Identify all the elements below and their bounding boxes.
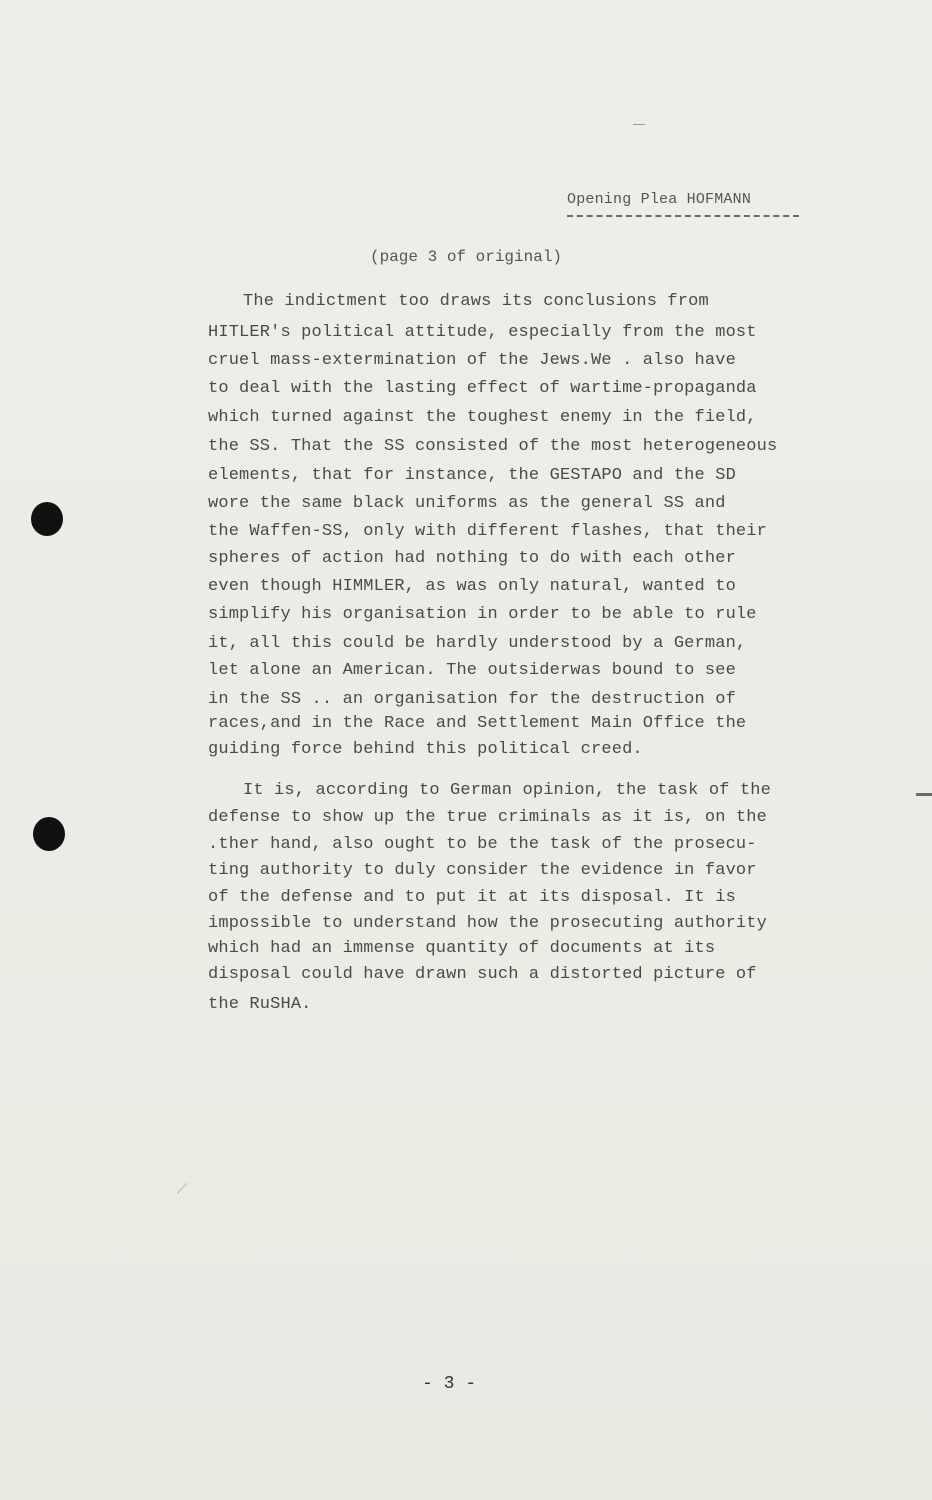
paragraph-line: the RuSHA. xyxy=(208,995,312,1014)
paragraph-line: .ther hand, also ought to be the task of the prosecu- xyxy=(208,835,757,854)
paragraph-line: which turned against the toughest enemy in the field, xyxy=(208,408,757,427)
paragraph-line: to deal with the lasting effect of wartime-propaganda xyxy=(208,379,757,398)
paragraph-line: the SS. That the SS consisted of the most heterogeneous xyxy=(208,437,778,456)
paragraph-line: spheres of action had nothing to do with each other xyxy=(208,549,736,568)
paragraph-line: impossible to understand how the prosecuting authority xyxy=(208,914,767,933)
paragraph-line: guiding force behind this political creed. xyxy=(208,740,643,759)
stray-mark xyxy=(177,1183,187,1194)
paragraph-line: it, all this could be hardly understood by a German, xyxy=(208,634,747,653)
header-underline xyxy=(567,215,799,217)
paragraph-line: cruel mass-extermination of the Jews.We . also have xyxy=(208,351,736,370)
paragraph-line: which had an immense quantity of documents at its xyxy=(208,939,716,958)
paragraph-line: the Waffen-SS, only with different flashes, that their xyxy=(208,522,767,541)
paragraph-line: of the defense and to put it at its disposal. It is xyxy=(208,888,736,907)
edge-mark xyxy=(916,793,932,796)
punch-hole xyxy=(31,502,63,536)
document-header-title: Opening Plea HOFMANN xyxy=(567,191,752,208)
paragraph-line: let alone an American. The outsiderwas bound to see xyxy=(208,661,736,680)
paragraph-line: races,and in the Race and Settlement Main Office the xyxy=(208,714,747,733)
paragraph-line: disposal could have drawn such a distorted picture of xyxy=(208,965,757,984)
stray-mark xyxy=(633,124,645,125)
paragraph-line: ting authority to duly consider the evidence in favor xyxy=(208,861,757,880)
paragraph-line: defense to show up the true criminals as it is, on the xyxy=(208,808,767,827)
page-reference: (page 3 of original) xyxy=(370,248,563,266)
punch-hole xyxy=(33,817,65,851)
paragraph-line: It is, according to German opinion, the task of the xyxy=(243,781,771,800)
page-number: - 3 - xyxy=(422,1374,477,1394)
paragraph-line: simplify his organisation in order to be able to rule xyxy=(208,605,757,624)
paragraph-line: even though HIMMLER, as was only natural, wanted to xyxy=(208,577,736,596)
paragraph-line: HITLER's political attitude, especially from the most xyxy=(208,323,757,342)
paragraph-line: elements, that for instance, the GESTAPO and the SD xyxy=(208,466,736,485)
paragraph-line: wore the same black uniforms as the general SS and xyxy=(208,494,726,513)
paragraph-line: in the SS .. an organisation for the destruction of xyxy=(208,690,736,709)
paragraph-line: The indictment too draws its conclusions from xyxy=(243,292,709,311)
